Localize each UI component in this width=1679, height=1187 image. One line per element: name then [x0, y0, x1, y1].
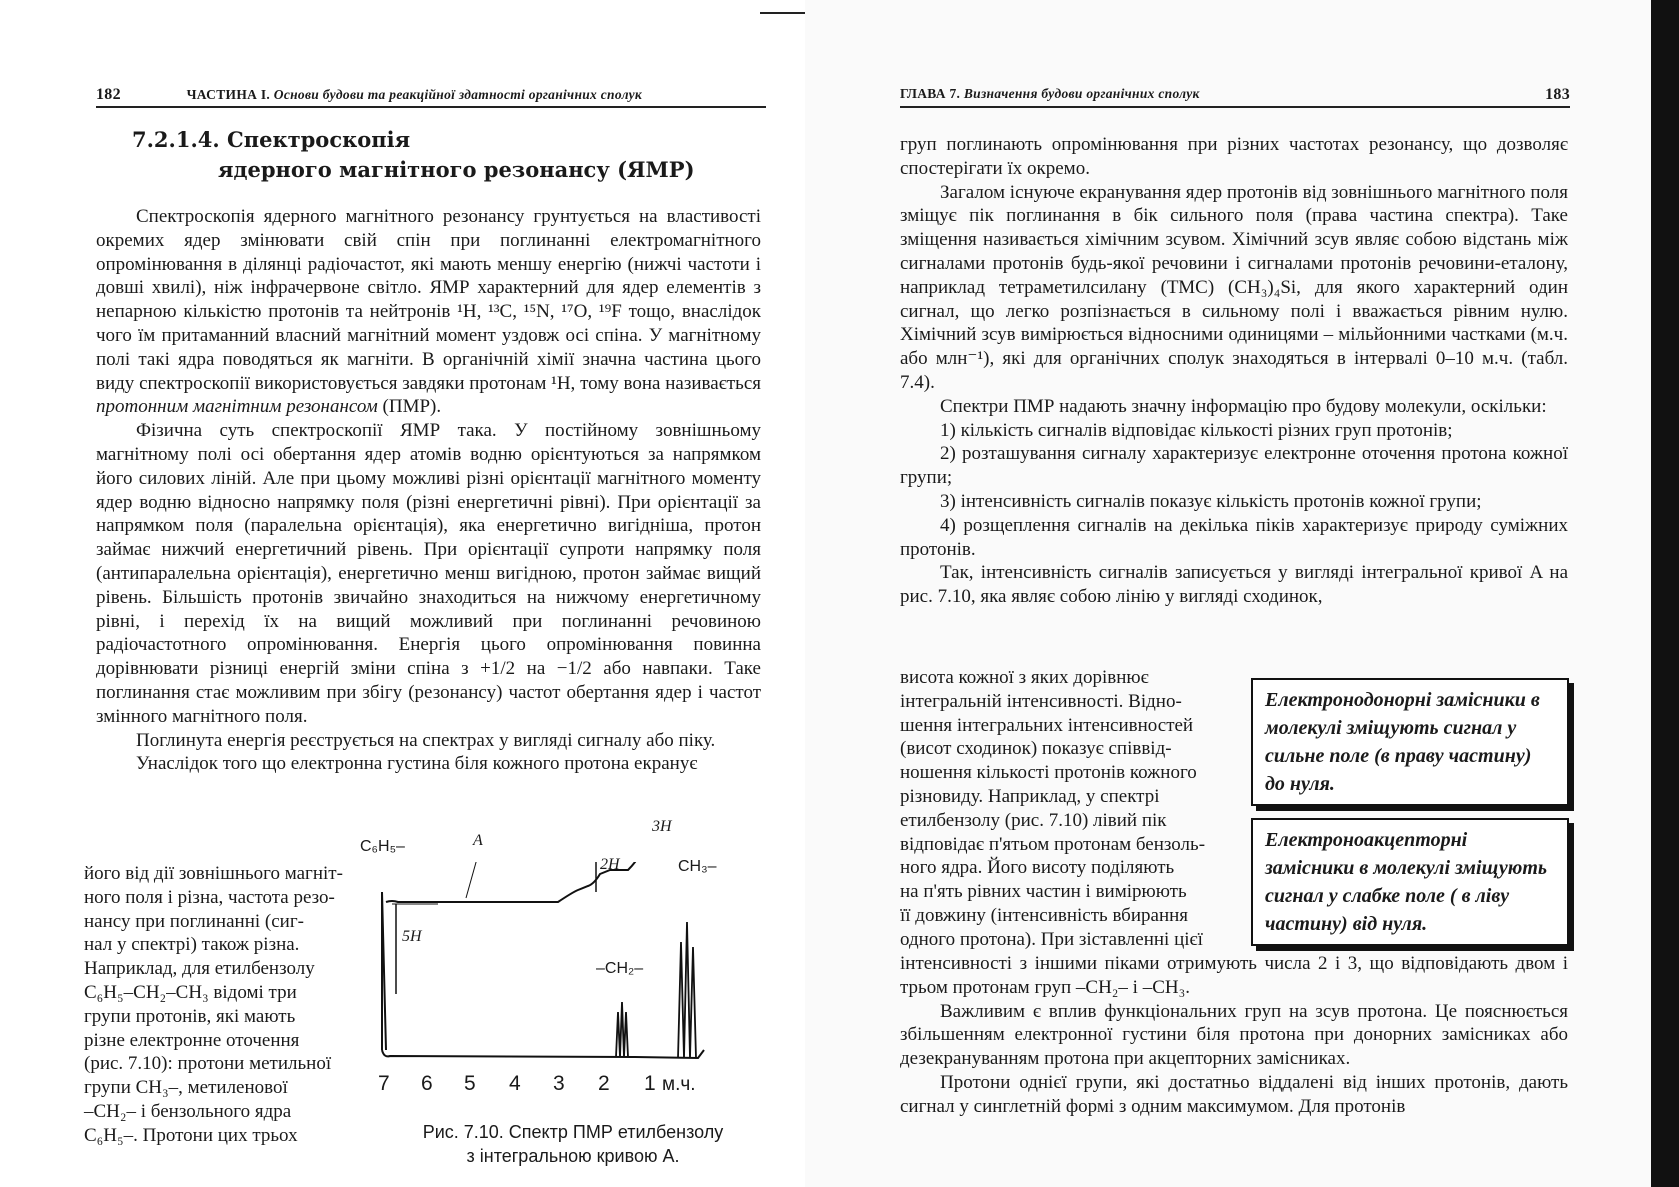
pointer-a [466, 862, 480, 898]
left-wrap-text: його від дії зовнішнього магніт- ного поля і різна, частота резо- нансу при поглинанні (сиг- нал у спектрі) також різна. Наприклад, для етилбензолу C₆H₅–CH₂–CH₃ відомі три групи протонів, які мають різне електронне оточення (рис. 7.10): протони метильної групи CH₃–, метиленової –CH₂– і бензольного ядра C₆H₅–. Протони цих трьох [84, 863, 343, 1146]
left-header-title: Основи будови та реакційної здатності органічних сполук [273, 87, 643, 102]
right-header-title: Визначення будови органічних сполук [963, 86, 1200, 101]
paragraph: Унаслідок того що електронна густина біля кожного протона екранує [136, 753, 698, 775]
right-body-bottom: інтенсивності з іншими піками отримують числа 2 і 3, що відповідають двом і трьом протонам груп –CH₂– і –CH₃. Важливим є вплив функціональних груп на зсув протона. Це пояснюється збільшенням електронної густини біля протона при донорних замісниках або дезекрануванням протона при акцепторних замісниках. Протони однієї групи, які достатньо віддалені від інших протонів, дають сигнал у синглетній формі з одним максимумом. Для протонів [900, 953, 1568, 1117]
label-2h: 2H [600, 856, 620, 873]
right-header-part: ГЛАВА 7. [900, 86, 961, 101]
right-body-top: груп поглинають опромінювання при різних частотах резонансу, що дозволяє спостерігати їх окремо. Загалом існуюче екранування ядер протонів від зовнішнього магнітного поля зміщує пік поглинання в бік сильного поля (права частина спектра). Таке зміщення називається хімічним зсувом. Хімічний зсув являє собою відстань між сигналами протонів будь-якої речовини і сигналами протонів речовини-еталону, наприклад тетраметилсилану (ТМС) (CH₃)₄Si, для якого характерний один сигнал, що легко розпізнається в сильному полі і вважається рівним нулю. Хімічний зсув вимірюється відносними одиницями – мільйонними частками (м.ч. або млн⁻¹), які для органічних сполук знаходяться в інтервалі 0–10 м.ч. (табл. 7.4). Спектри ПМР надають значну інформацію про будову молекули, оскільки: 1) кількість сигналів відповідає кількості різних груп протонів; 2) розташування сигналу характеризує електронне оточення протона кожної групи; 3) інтенсивність сигналів показує кількість протонів кожної групи; 4) розщеплення сигналів на декілька піків характеризує природу суміжних протонів. Так, інтенсивність сигналів записується у вигляді інтегральної кривої A на рис. 7.10, яка являє собою лінію у вигляді сходинок, [900, 134, 1568, 608]
left-body [96, 205, 761, 776]
section-heading [132, 125, 695, 185]
paragraph: Поглинута енергія реєструється на спектрах у вигляді сигналу або піку. [136, 729, 716, 751]
section-title-line-2: ядерного магнітного резонансу (ЯМР) [218, 157, 695, 182]
phenyl-peak [382, 892, 386, 1050]
left-header-rule [96, 106, 766, 108]
section-title-line-1: 7.2.1.4. Спектроскопія [132, 127, 411, 152]
left-header-part: ЧАСТИНА І. [186, 87, 271, 102]
right-wrap-text: висота кожної з яких дорівнює інтегральній інтенсивності. Відно- шення інтегральних інтенсивностей (висот сходинок) показує співвід- ношення кількості протонів кожного різновиду. Наприклад, у спектрі етилбензолу (рис. 7.10) лівий пік відповідає п'ятьом протонам бензоль- ного ядра. Його висоту поділяють на п'ять рівних частин і вимірюють її довжину (інтенсивність вбирання одного протона). При зіставленні цієї [900, 667, 1206, 950]
acceptor-substituents-box: Електроноакцепторні замісники в молекулі зміщують сигнал у слабке поле ( в ліву частину) від нуля. [1251, 818, 1569, 946]
donor-substituents-box: Електронодонорні замісники в молекулі зміщують сигнал у сильне поле (в праву частину) до нуля. [1251, 678, 1569, 806]
label-5h: 5H [402, 928, 422, 945]
emphasis: протонним магнітним резонансом [96, 396, 378, 418]
label-curve-a: A [473, 832, 483, 849]
label-methyl: CH₃– [678, 858, 717, 875]
left-page [0, 0, 805, 1187]
book-edge [1651, 0, 1679, 1187]
right-header-rule [900, 106, 1570, 108]
paragraph: Спектроскопія ядерного магнітного резонансу грунтується на властивості окремих ядер змінювати свій спін при поглинанні електромагнітного опромінювання в ділянці радіочастот, які мають меншу енергію (нижчі частоти і довші хвилі), ніж інфрачервоне світло. ЯМР характерний для ядер елементів з непарною кількістю протонів та нейтронів ¹H, ¹³C, ¹⁵N, ¹⁷O, ¹⁹F тощо, внаслідок чого їм притаманний власний магнітний момент уздовж осі спіна. У магнітному полі такі ядра поводяться як магніти. В органічній хімії значна частина цього виду спектроскопії використовується завдяки протонам ¹H, тому вона називається протонним магнітним резонансом (ПМР). [96, 206, 761, 418]
right-page [805, 0, 1651, 1187]
figure-caption: Рис. 7.10. Спектр ПМР етилбензолу з інтегральною кривою A. [422, 1122, 724, 1166]
left-page-number: 182 [96, 86, 121, 103]
paragraph: Фізична суть спектроскопії ЯМР така. У постійному зовнішньому магнітному полі осі обертання ядер атомів водню орієнтуються за напрямком його силових ліній. Але при цьому можливі різні орієнтації магнітного моменту ядер водню відносно напрямку поля (різні енергетичні рівні). При орієнтації за напрямком поля (паралельна орієнтація), яка енергетично вигідніша, протон займає нижчий енергетичний рівень. При орієнтації супроти напрямку поля (антипаралельна орієнтація), енергетично менш вигідною, протон займає вищий рівень. Більшість протонів звичайно знаходиться на нижчому енергетичному рівні, і перехід їх на вищий можливий при поглинанні речовиною радіочастотного опромінювання. Енергія цього опромінювання повинна дорівнювати різниці енергій зміни спіна з +1/2 на −1/2 або навпаки. Таке поглинання стає можливим при збігу (резонансу) частот обертання ядер і частот змінного магнітного поля. [96, 420, 761, 727]
nmr-spectrum-svg [378, 862, 768, 1112]
spectrum-baseline [382, 1050, 704, 1058]
left-running-header [96, 86, 766, 104]
methylene-peaks [616, 1002, 628, 1057]
nmr-spectrum-figure: C₆H₅– A 3H 2H 5H CH₃– –CH₂– 7 6 5 4 3 2 1 м.ч. Рис. 7.10. Спектр ПМР етилбензолу з інтегральною кривою A. [378, 862, 768, 1180]
methyl-peaks [678, 922, 696, 1058]
label-phenyl: C₆H₅– [360, 838, 405, 855]
right-running-header [900, 86, 1570, 102]
integral-curve-lower [398, 888, 678, 902]
label-methylene: –CH₂– [596, 960, 644, 977]
right-page-number: 183 [1545, 86, 1570, 103]
label-3h: 3H [652, 818, 672, 835]
